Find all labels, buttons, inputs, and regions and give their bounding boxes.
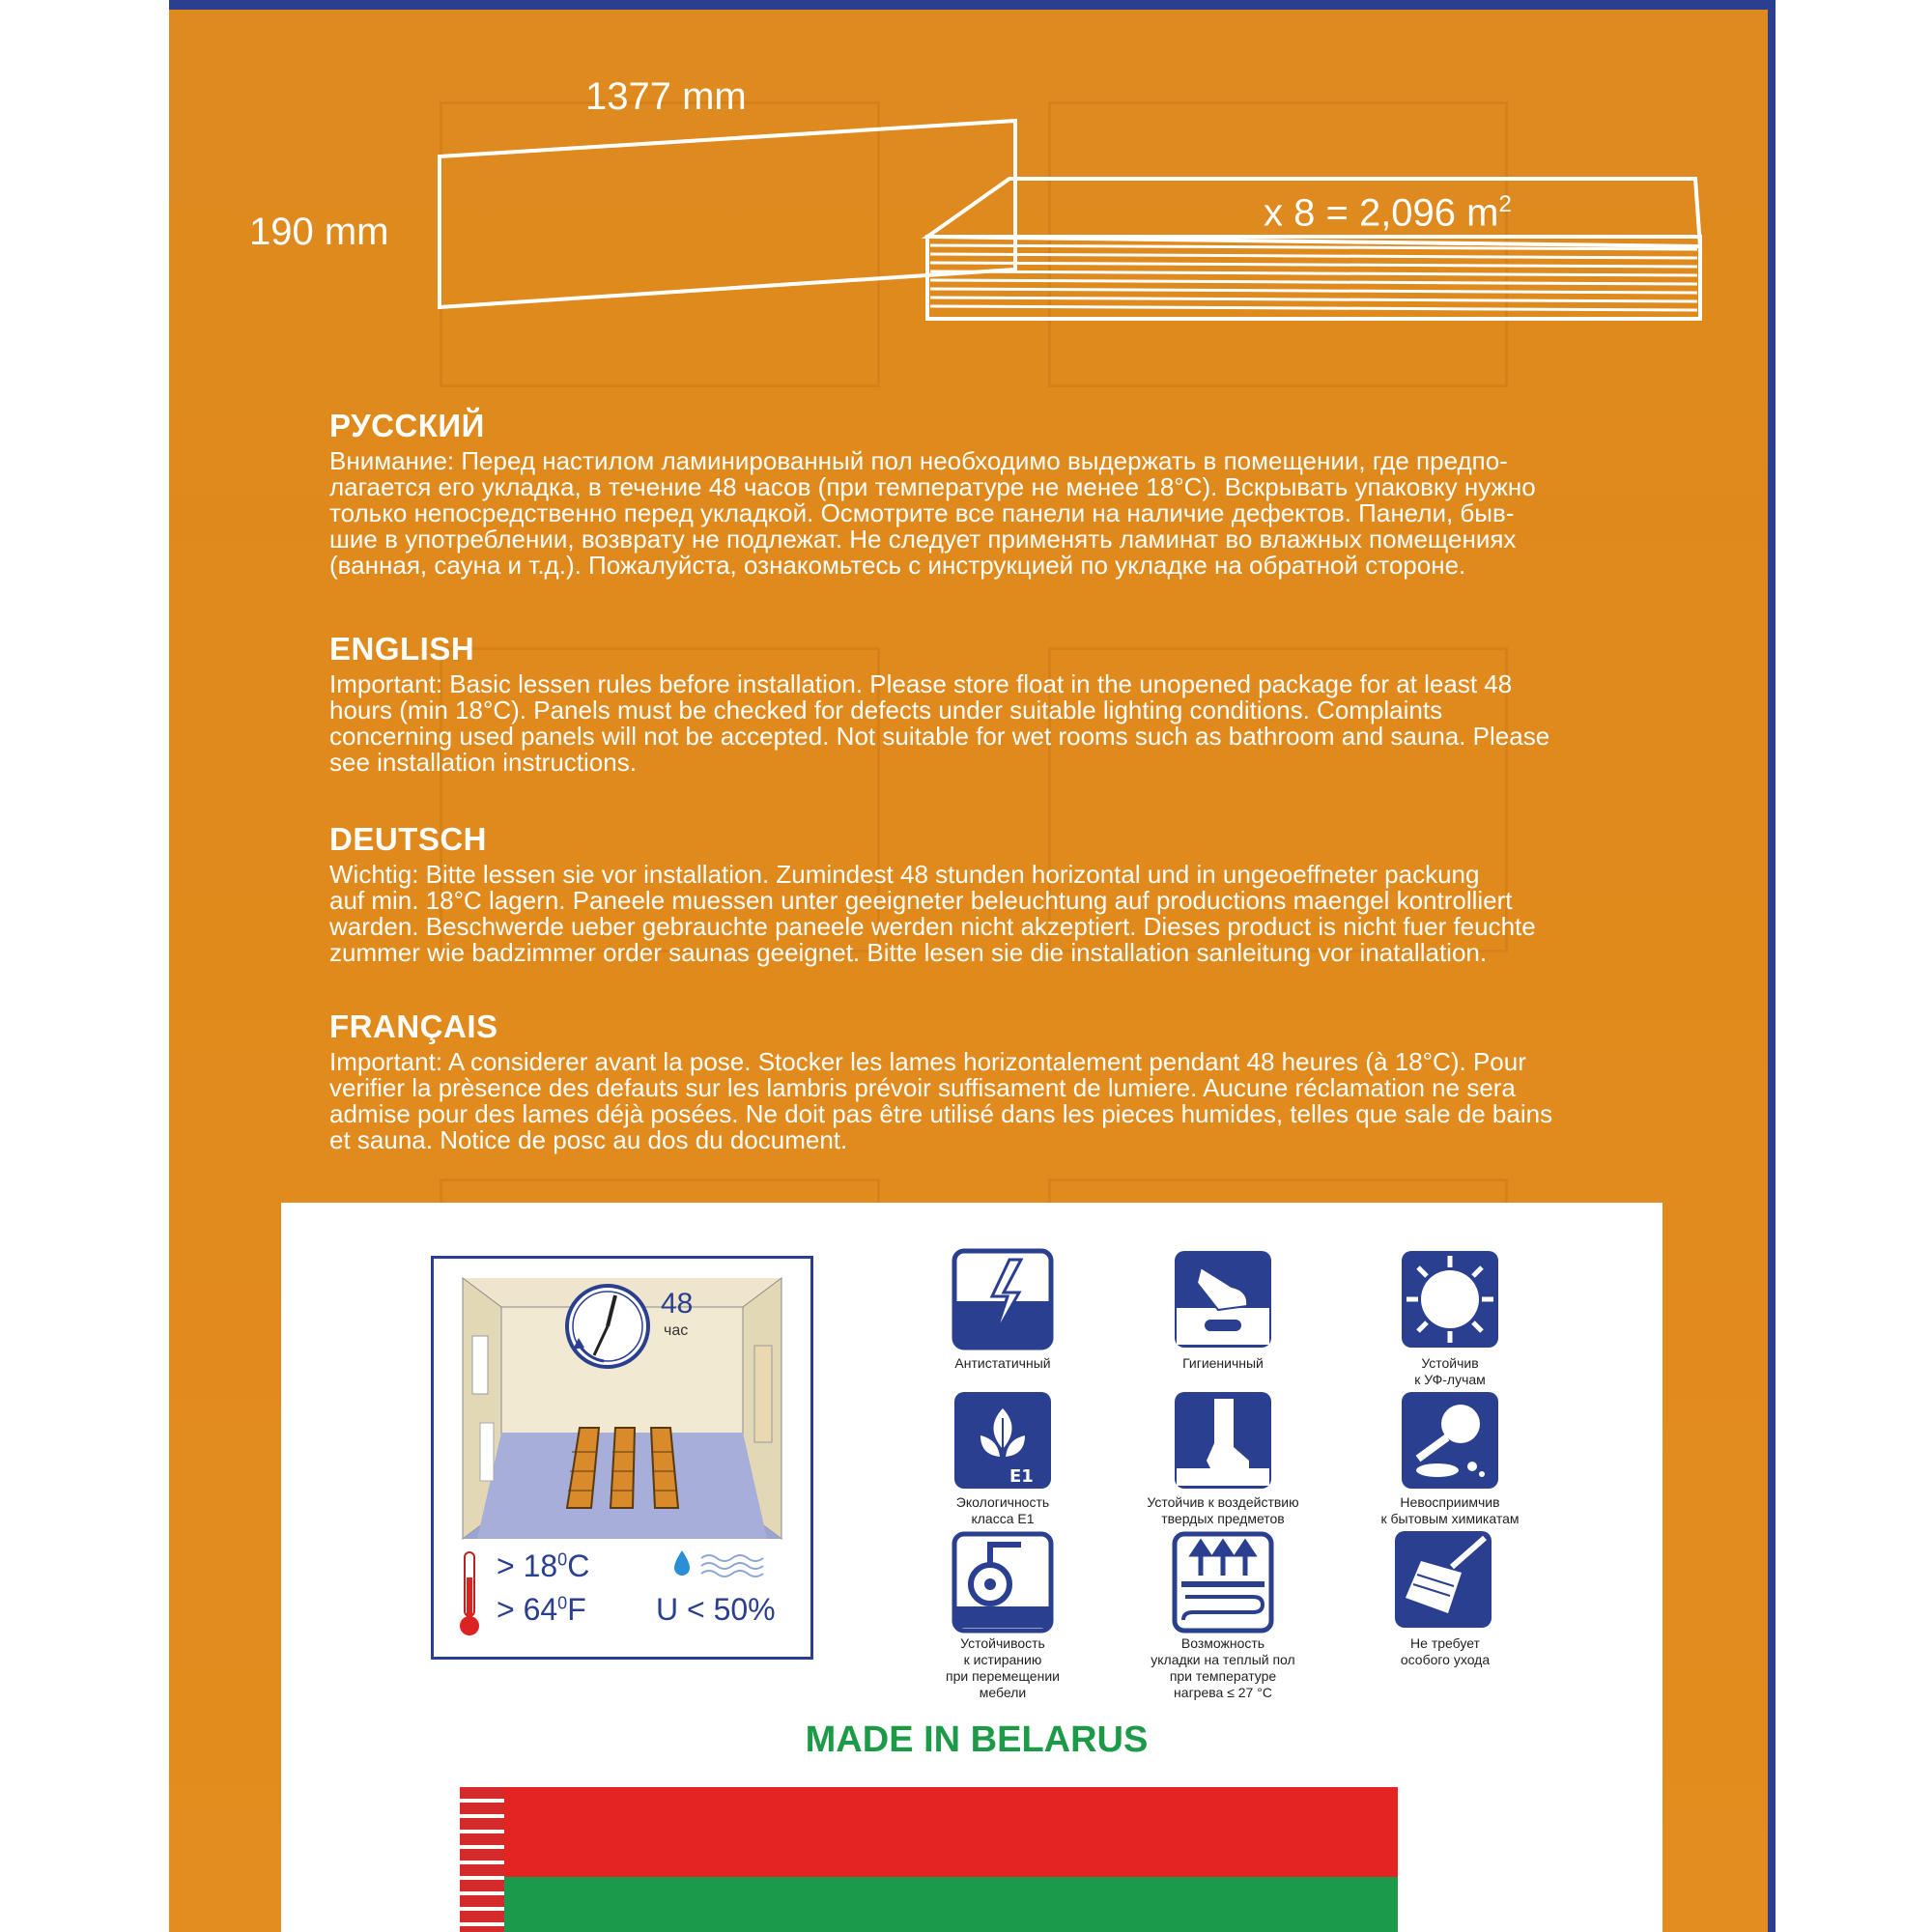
text-line: auf min. 18°C lagern. Paneele muessen unter geeigneter beleuchtung auf productions maengel kontrolliert — [329, 886, 1513, 915]
hygienic-hand-icon — [1172, 1248, 1274, 1350]
text-line: admise pour des lames déjà posées. Ne doit pas être utilisé dans les pieces humides, telles que sale de bains — [329, 1099, 1553, 1128]
feature-label-antistatic — [901, 1355, 1104, 1372]
made-in-label: MADE IN BELARUS — [805, 1719, 1149, 1760]
feature-label-impact — [1122, 1494, 1324, 1527]
feature-label-uv — [1349, 1355, 1551, 1388]
pack-area-exponent: 2 — [1498, 191, 1512, 217]
heel-boot-icon — [1172, 1389, 1274, 1492]
feature-label-line: Экологичность — [955, 1494, 1050, 1510]
feature-label-line: Антистатичный — [954, 1355, 1051, 1371]
clock-icon — [559, 1278, 656, 1375]
text-line: see installation instructions. — [329, 748, 637, 777]
feature-label-line: Невосприимчив — [1400, 1494, 1500, 1510]
lang-body-francais — [329, 1049, 1643, 1153]
feature-label-line: мебели — [979, 1685, 1027, 1700]
feature-label-heating — [1122, 1635, 1324, 1701]
text-line: warden. Beschwerde ueber gebrauchte paneele werden nicht akzeptiert. Dieses product is nicht fuer feuchte — [329, 912, 1536, 941]
pack-area-formula: x 8 = 2,096 m — [1264, 191, 1499, 235]
flag-ornament — [460, 1787, 504, 1932]
feature-label-line: при температуре — [1169, 1668, 1277, 1684]
degree-mark: 0 — [557, 1593, 568, 1613]
text-line: et sauna. Notice de posc au dos du document. — [329, 1125, 848, 1154]
flag-green-stripe — [504, 1877, 1398, 1932]
lang-body-deutsch — [329, 862, 1643, 966]
text-line: (ванная, сауна и т.д.). Пожалуйста, ознакомьтесь с инструкцией по укладке на обратной стороне. — [329, 551, 1466, 580]
lang-title-deutsch: DEUTSCH — [329, 821, 488, 857]
warning-francais — [329, 1009, 1643, 1153]
feature-label-line: Устойчив к воздействию — [1147, 1494, 1299, 1510]
feature-label-line: к бытовым химикатам — [1380, 1511, 1520, 1526]
eco-leaf-e1-icon — [952, 1389, 1054, 1492]
svg-text:E1: E1 — [1009, 1466, 1034, 1487]
feature-label-line: твердых предметов — [1161, 1511, 1285, 1526]
floor-heating-icon — [1172, 1531, 1274, 1634]
feature-label-line: Возможность — [1180, 1635, 1265, 1651]
pack-area-label — [1264, 191, 1512, 235]
humidity-limit: U < 50% — [656, 1592, 776, 1627]
text-line: лагается его укладка, в течение 48 часов (при температуре не менее 18°С). Вскрывать упаковку нужно — [329, 472, 1536, 501]
plank-length-label: 1377 mm — [585, 75, 747, 118]
plank-dimension-drawing — [0, 0, 1932, 386]
acclimation-illustration — [431, 1256, 813, 1660]
lang-body-english — [329, 671, 1643, 776]
chair-wheel-icon — [952, 1531, 1054, 1634]
feature-label-eco — [901, 1494, 1104, 1527]
temp-fahrenheit-unit: F — [567, 1592, 586, 1627]
brush-icon — [1392, 1528, 1494, 1631]
uv-sun-icon — [1399, 1248, 1501, 1350]
plank-stacks-icon — [562, 1423, 688, 1515]
feature-label-line: к УФ-лучам — [1414, 1372, 1486, 1387]
temp-fahrenheit — [497, 1592, 586, 1628]
feature-label-hygienic — [1122, 1355, 1324, 1372]
plank-width-label: 190 mm — [249, 211, 389, 253]
warning-english — [329, 631, 1643, 776]
temp-celsius-unit: C — [567, 1548, 590, 1583]
degree-mark: 0 — [557, 1549, 568, 1570]
lang-title-francais: FRANÇAIS — [329, 1009, 498, 1044]
flag-red-stripe — [504, 1787, 1398, 1877]
lang-body-russian — [329, 448, 1643, 579]
feature-label-line: к истиранию — [963, 1652, 1042, 1667]
feature-label-line: Устойчивость — [960, 1635, 1045, 1651]
text-line: Important: Basic lessen rules before installation. Please store float in the unopened package for at least 48 — [329, 669, 1513, 698]
chemical-spill-icon — [1399, 1389, 1501, 1492]
text-line: concerning used panels will not be accepted. Not suitable for wet rooms such as bathroom and sauna. Please — [329, 722, 1550, 751]
feature-label-chemicals — [1349, 1494, 1551, 1527]
text-line: Important: A considerer avant la pose. Stocker les lames horizontalement pendant 48 heures (à 18°C). Pour — [329, 1047, 1526, 1076]
text-line: Внимание: Перед настилом ламинированный пол необходимо выдержать в помещении, где предпо- — [329, 446, 1508, 475]
lang-title-english: ENGLISH — [329, 631, 475, 667]
lang-title-russian: РУССКИЙ — [329, 408, 485, 443]
feature-label-care — [1344, 1635, 1547, 1668]
text-line: Wichtig: Bitte lessen sie vor installation. Zumindest 48 stunden horizontal und in ungeoeffneter packung — [329, 860, 1480, 889]
feature-label-line: укладки на теплый пол — [1151, 1652, 1295, 1667]
temp-fahrenheit-value: > 64 — [497, 1592, 558, 1627]
feature-label-line: особого ухода — [1400, 1652, 1491, 1667]
text-line: zummer wie badzimmer order saunas geeignet. Bitte lesen sie die installation sanleitung vor inatallation. — [329, 938, 1488, 967]
feature-label-line: нагрева ≤ 27 °С — [1174, 1685, 1272, 1700]
thermometer-icon — [455, 1548, 484, 1640]
warning-deutsch — [329, 821, 1643, 966]
feature-label-line: Не требует — [1410, 1635, 1480, 1651]
text-line: verifier la prèsence des defauts sur les lambris prévoir suffisament de lumiere. Aucune réclamation ne sera — [329, 1073, 1516, 1102]
info-panel — [281, 1203, 1662, 1932]
acclimation-hours: 48 — [661, 1288, 694, 1320]
text-line: только непосредственно перед укладкой. Осмотрите все панели на наличие дефектов. Панели, быв- — [329, 498, 1515, 527]
feature-label-line: при перемещении — [946, 1668, 1060, 1684]
temp-celsius — [497, 1548, 589, 1584]
feature-label-line: класса Е1 — [971, 1511, 1035, 1526]
feature-label-line: Устойчив — [1421, 1355, 1479, 1371]
feature-label-line: Гигиеничный — [1182, 1355, 1264, 1371]
feature-label-abrasion — [901, 1635, 1104, 1701]
acclimation-hours-unit: час — [664, 1322, 689, 1339]
text-line: шие в употреблении, возврату не подлежат. Не следует применять ламинат во влажных помещениях — [329, 525, 1517, 554]
temp-celsius-value: > 18 — [497, 1548, 558, 1583]
humidity-icon — [670, 1547, 777, 1581]
text-line: hours (min 18°C). Panels must be checked for defects under suitable lighting conditions. Complaints — [329, 696, 1443, 724]
warning-russian — [329, 408, 1643, 579]
antistatic-icon — [952, 1248, 1054, 1350]
